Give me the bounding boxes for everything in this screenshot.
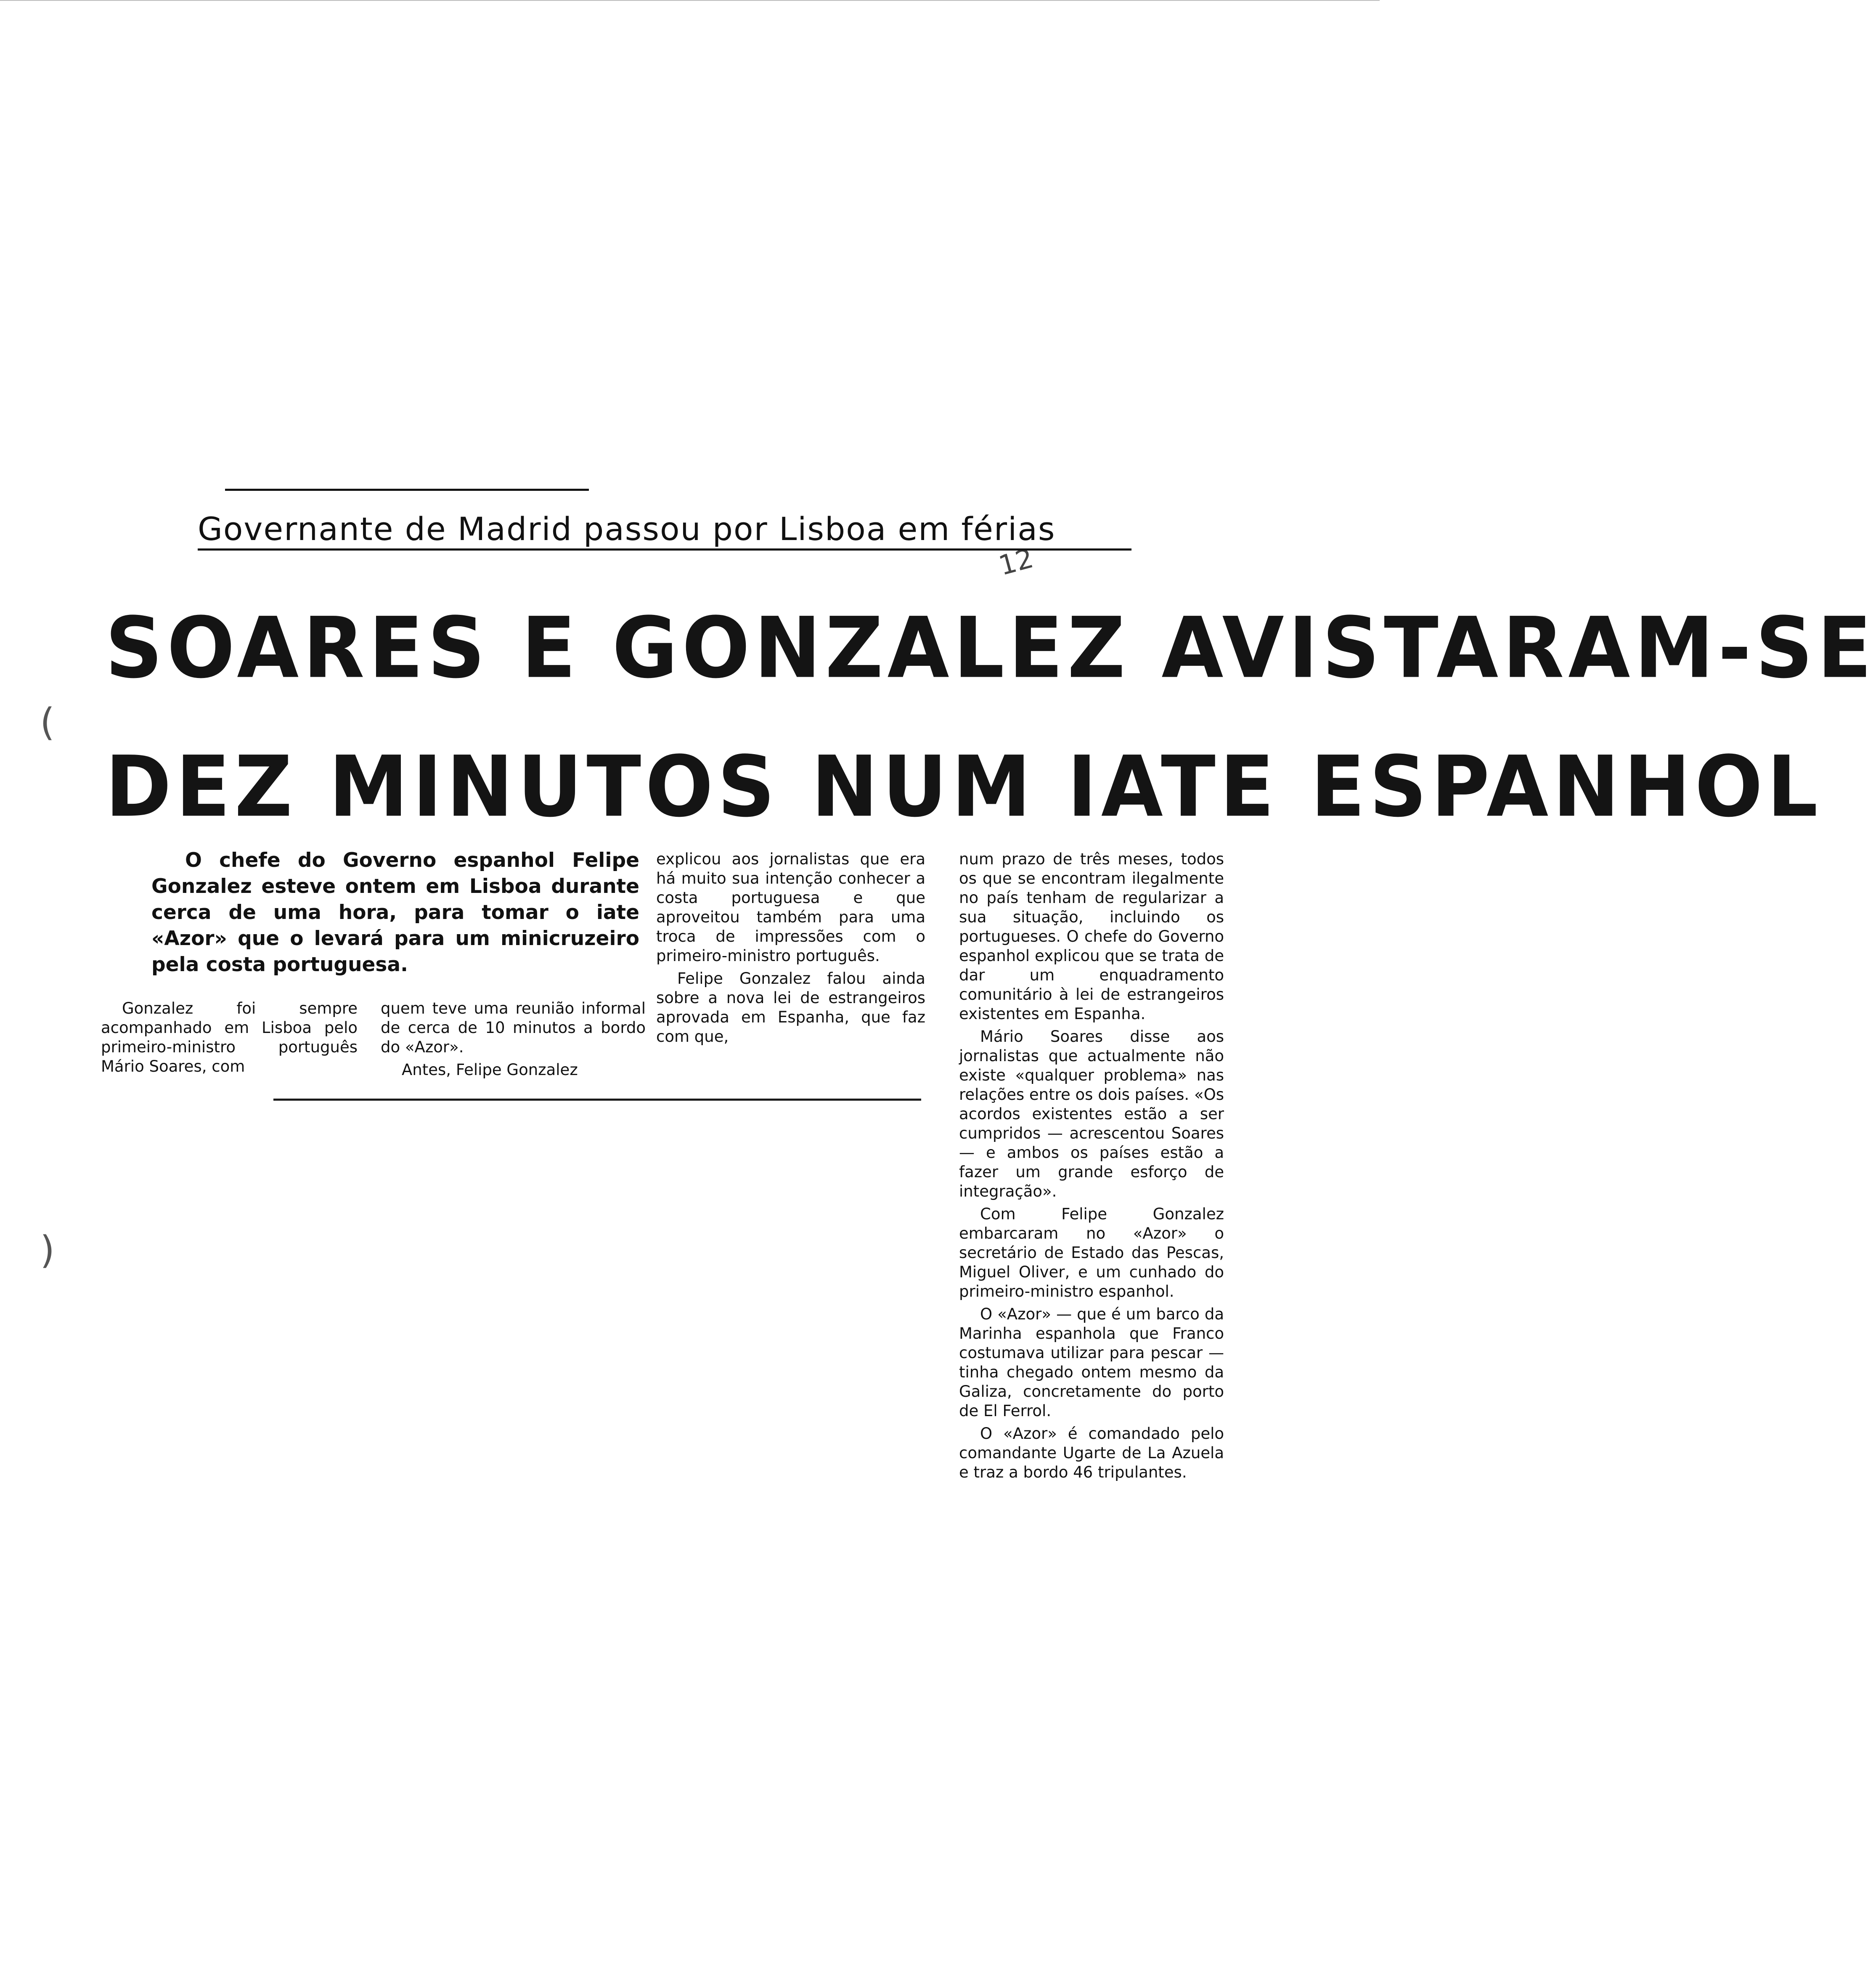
margin-bracket-mark: ( [40,700,55,744]
column-3-paragraph-1: explicou aos jornalistas que era há muito sua intenção conhecer a costa portuguesa e que aproveitou também para uma troca de impressões com o primeiro-ministro português. [656,850,925,965]
column-1-paragraph: Gonzalez foi sempre acompanhado em Lisboa pelo primeiro-ministro português Mário Soares, com [101,999,358,1075]
kicker-top-rule [225,489,589,491]
column-3-paragraph-2: Felipe Gonzalez falou ainda sobre a nova lei de estrangeiros aprovada em Espanha, que faz com que, [656,969,925,1046]
column-4-paragraph-4: O «Azor» — que é um barco da Marinha espanhola que Franco costumava utilizar para pescar — tinha chegado ontem mesmo da Galiza, concretamente do porto de El Ferrol. [959,1305,1224,1420]
column-4-paragraph-1: num prazo de três meses, todos os que se encontram ilegalmente no país tenham de regularizar a sua situação, incluindo os portugueses. O chefe do Governo espanhol explicou que se trata de dar um enquadramento comunitário à lei de estrangeiros existentes em Espanha. [959,850,1224,1023]
scan-edge-line [0,0,1380,1]
article-headline-line-2: DEZ MINUTOS NUM IATE ESPANHOL [105,738,1822,836]
column-4-paragraph-2: Mário Soares disse aos jornalistas que actualmente não existe «qualquer problema» nas relações entre os dois países. «Os acordos existentes estão a ser cumpridos — acrescentou Soares — e ambos os países estão a fazer um grande esforço de integração». [959,1028,1224,1200]
column-2-paragraph: quem teve uma reunião informal de cerca de 10 minutos a bordo do «Azor». [381,999,646,1056]
article-lead: O chefe do Governo espanhol Felipe Gonzalez esteve ontem em Lisboa durante cerca de uma hora, para tomar o iate «Azor» que o levará para um minicruzeiro pela costa portuguesa. [151,849,639,976]
column-2-paragraph-continued: Antes, Felipe Gonzalez [402,1061,578,1079]
handwritten-number: 12 [995,543,1037,582]
article-bottom-rule [273,1099,921,1101]
column-4-paragraph-5: O «Azor» é comandado pelo comandante Ugarte de La Azuela e traz a bordo 46 tripulantes. [959,1425,1224,1481]
article-column-1 [101,999,358,1080]
article-kicker: Governante de Madrid passou por Lisboa em férias [198,510,1131,551]
margin-hook-mark: ) [40,1228,55,1272]
article-column-2 [381,999,646,1083]
column-4-paragraph-3: Com Felipe Gonzalez embarcaram no «Azor» o secretário de Estado das Pescas, Miguel Oliver, e um cunhado do primeiro-ministro espanhol. [959,1205,1224,1300]
article-column-4 [959,850,1224,1486]
article-headline-line-1: SOARES E GONZALEZ AVISTARAM-SE [105,599,1876,697]
article-column-3 [656,850,925,1050]
